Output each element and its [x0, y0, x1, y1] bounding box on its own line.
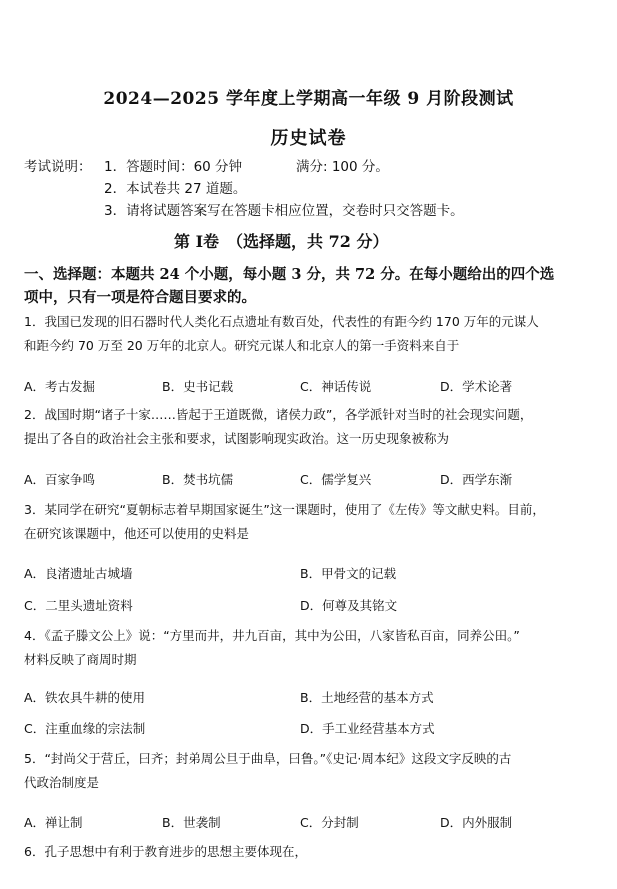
question-4-option-d: D．手工业经营基本方式	[300, 721, 435, 736]
question-1-line1: 1．我国已发现的旧石器时代人类化石点遗址有数百处，代表性的有距今约 170 万年的元谋人	[24, 314, 539, 329]
question-1-option-c: C．神话传说	[300, 379, 372, 394]
question-3-option-b: B．甲骨文的记载	[300, 566, 397, 581]
instructions-time: 1．答题时间：60 分钟	[104, 159, 243, 175]
question-2-option-a: A．百家争鸣	[24, 472, 96, 487]
question-3-option-a: A．良渚遗址古城墙	[24, 566, 133, 581]
question-1-option-b: B．史书记载	[162, 379, 234, 394]
question-4-option-c: C．注重血缘的宗法制	[24, 721, 146, 736]
instructions-submit: 3．请将试题答案写在答题卡相应位置，交卷时只交答题卡。	[104, 203, 464, 219]
question-5-line2: 代政治制度是	[24, 775, 100, 790]
question-5-line1: 5．“封尚父于营丘，曰齐；封弟周公旦于曲阜，曰鲁。”《史记·周本纪》这段文字反映的古	[24, 751, 512, 766]
question-2-line1: 2．战国时期“诸子十家……皆起于王道既微，诸侯力政”，各学派针对当时的社会现实问题，	[24, 407, 533, 422]
question-3-line2: 在研究该课题中，他还可以使用的史料是	[24, 526, 250, 541]
question-5-option-a: A．禅让制	[24, 815, 83, 830]
instructions-label: 考试说明：	[24, 159, 92, 175]
instructions-count: 2．本试卷共 27 道题。	[104, 181, 247, 197]
question-2-line2: 提出了各自的政治社会主张和要求，试图影响现实政治。这一历史现象被称为	[24, 431, 450, 446]
question-2-option-c: C．儒学复兴	[300, 472, 372, 487]
question-1-option-d: D．学术论著	[440, 379, 513, 394]
question-4-line2: 材料反映了商周时期	[24, 652, 137, 667]
question-4-line1: 4．《孟子滕文公上》说：“方里而井，井九百亩，其中为公田，八家皆私百亩，同养公田。”	[24, 628, 520, 643]
section-title-line1: 一、选择题：本题共 24 个小题，每小题 3 分，共 72 分。在每小题给出的四个选	[24, 266, 555, 283]
question-6-line1: 6．孔子思想中有利于教育进步的思想主要体现在，	[24, 844, 307, 859]
question-4-option-b: B．土地经营的基本方式	[300, 690, 434, 705]
question-5-option-c: C．分封制	[300, 815, 359, 830]
exam-title: 2024—2025 学年度上学期高一年级 9 月阶段测试	[103, 89, 514, 109]
question-4-option-a: A．铁农具牛耕的使用	[24, 690, 146, 705]
question-5-option-b: B．世袭制	[162, 815, 221, 830]
question-3-line1: 3．某同学在研究“夏朝标志着早期国家诞生”这一课题时，使用了《左传》等文献史料。目前，	[24, 502, 545, 517]
exam-subtitle: 历史试卷	[270, 128, 347, 149]
question-2-option-b: B．焚书坑儒	[162, 472, 234, 487]
question-2-option-d: D．西学东渐	[440, 472, 513, 487]
question-1-option-a: A．考古发掘	[24, 379, 96, 394]
part-title: 第 Ⅰ卷 （选择题，共 72 分）	[174, 232, 389, 251]
instructions-score: 满分: 100 分。	[296, 159, 389, 175]
section-title-line2: 项中，只有一项是符合题目要求的。	[24, 289, 256, 306]
question-3-option-c: C．二里头遗址资料	[24, 598, 133, 613]
question-3-option-d: D．何尊及其铭文	[300, 598, 398, 613]
question-5-option-d: D．内外服制	[440, 815, 513, 830]
question-1-line2: 和距今约 70 万至 20 万年的北京人。研究元谋人和北京人的第一手资料来自于	[24, 338, 460, 353]
